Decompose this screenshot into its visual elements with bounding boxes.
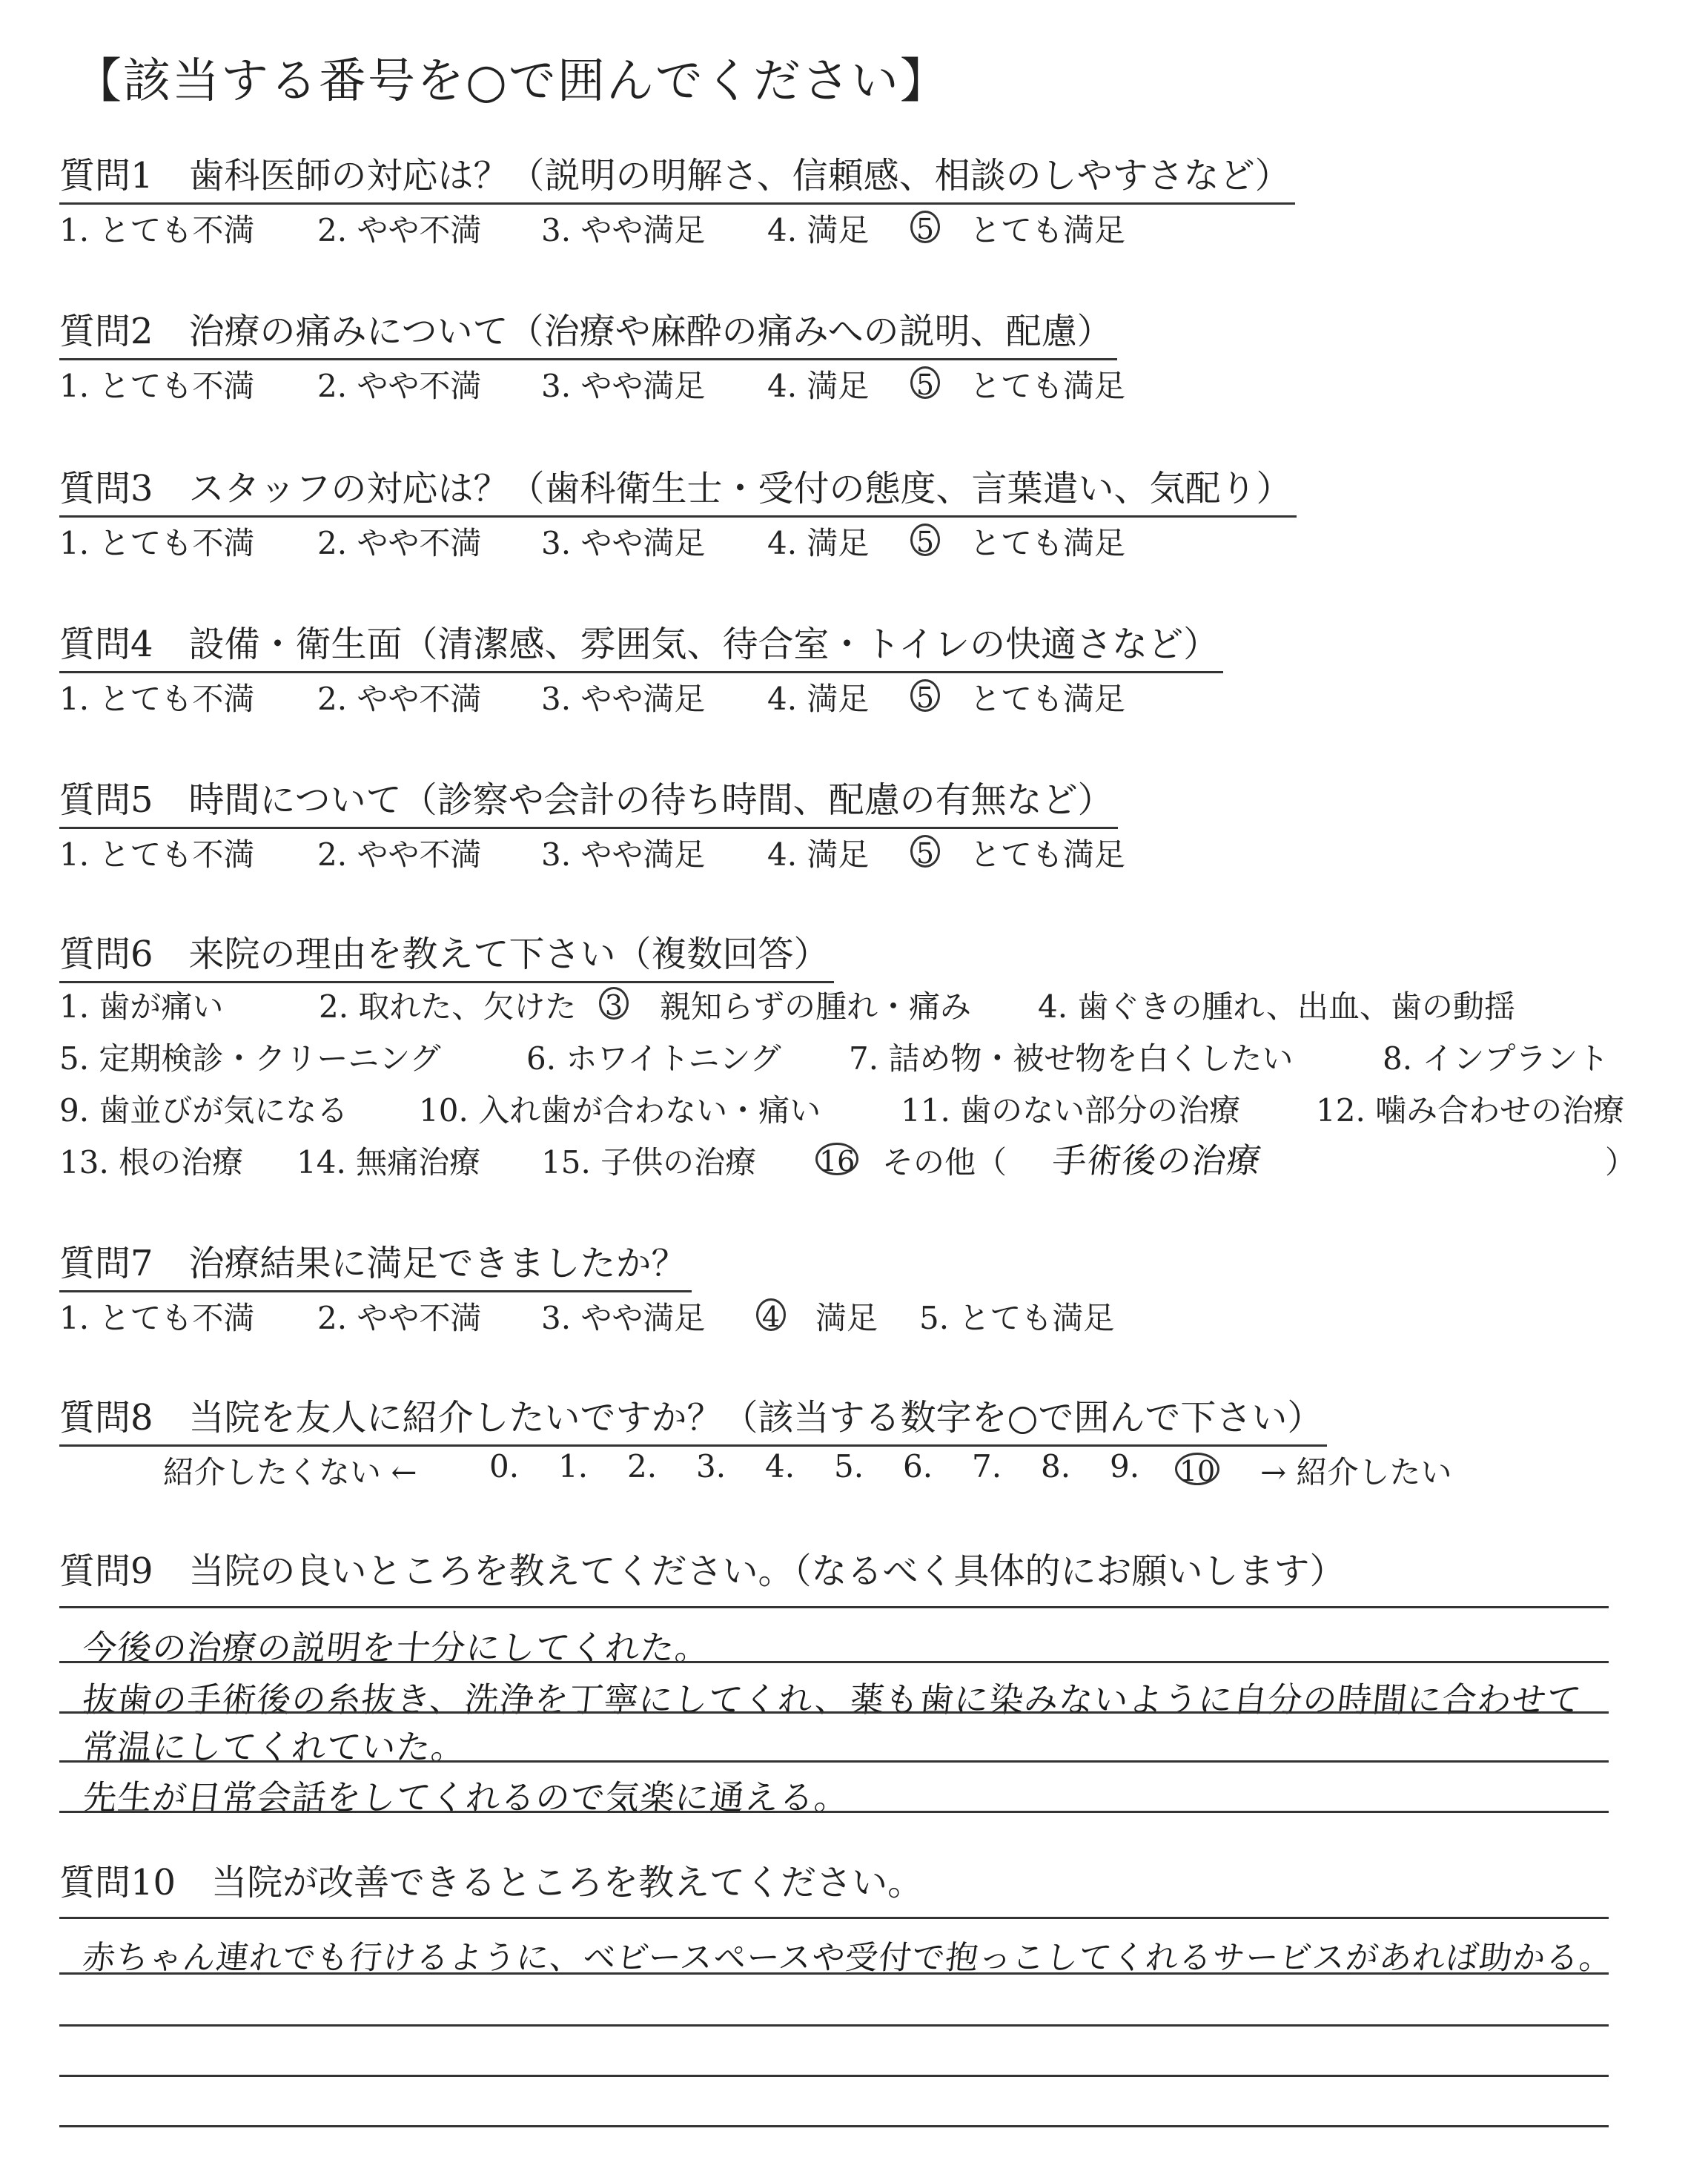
scale-9[interactable]: 9. [1110, 1448, 1140, 1484]
reason-1[interactable]: 1. 歯が痛い [59, 988, 224, 1025]
q10-answer-line-1[interactable]: 赤ちゃん連れでも行けるように、ベビースペースや受付で抱っこしてくれるサービスがあれば助かる。 [80, 1939, 1615, 1977]
selection-circle-icon: 5 [910, 835, 940, 868]
q5-header: 質問5 時間について（診察や会計の待ち時間、配慮の有無など） [59, 771, 1118, 829]
q7-header: 質問7 治療結果に満足できましたか？ [59, 1235, 692, 1292]
reason-13[interactable]: 13. 根の治療 [59, 1144, 244, 1180]
selection-circle-icon: 5 [910, 366, 940, 399]
reason-12[interactable]: 12. 噛み合わせの治療 [1316, 1092, 1625, 1129]
reason-16-circled[interactable] [815, 1138, 858, 1178]
reason-7[interactable]: 7. 詰め物・被せ物を白くしたい [849, 1040, 1294, 1077]
other-reason-handwritten[interactable]: 手術後の治療 [1050, 1140, 1264, 1180]
option-1[interactable]: 1. とても不満 [59, 836, 255, 873]
option-1[interactable]: 1. とても不満 [59, 525, 255, 561]
option-5-circled[interactable] [910, 830, 940, 868]
reason-3-circled[interactable] [599, 982, 629, 1020]
option-5-circled[interactable] [910, 675, 940, 712]
q3-header: 質問3 スタッフの対応は？（歯科衛生士・受付の態度、言葉遣い、気配り） [59, 460, 1297, 518]
reason-6[interactable]: 6. ホワイトニング [526, 1040, 781, 1077]
option-5-label: とても満足 [970, 212, 1126, 248]
option-2[interactable]: 2. やや不満 [317, 212, 482, 248]
reason-3-label: 親知らずの腫れ・痛み [660, 988, 972, 1025]
q9-answer-line-4[interactable]: 先生が日常会話をしてくれるので気楽に通える。 [80, 1777, 852, 1817]
q9-answer-line-1[interactable]: 今後の治療の説明を十分にしてくれた。 [80, 1628, 712, 1668]
option-3[interactable]: 3. やや満足 [541, 836, 706, 873]
q9-answer-line-2[interactable]: 抜歯の手術後の糸抜き、洗浄を丁寧にしてくれ、薬も歯に染みないように自分の時間に合わせて [80, 1680, 1584, 1720]
answer-line [59, 2075, 1609, 2077]
option-4[interactable]: 4. 満足 [767, 212, 870, 248]
scale-5[interactable]: 5. [834, 1448, 864, 1484]
option-3[interactable]: 3. やや満足 [541, 525, 706, 561]
option-5-label: とても満足 [970, 368, 1126, 404]
reason-10[interactable]: 10. 入れ歯が合わない・痛い [419, 1092, 821, 1129]
reason-5[interactable]: 5. 定期検診・クリーニング [59, 1040, 441, 1077]
other-close-paren: ） [1605, 1144, 1637, 1180]
option-2[interactable]: 2. やや不満 [317, 368, 482, 404]
option-5-label: とても満足 [970, 525, 1126, 561]
selection-circle-icon: 16 [815, 1143, 858, 1175]
q2-header: 質問2 治療の痛みについて（治療や麻酔の痛みへの説明、配慮） [59, 303, 1117, 360]
answer-line [59, 2125, 1609, 2127]
q10-header: 質問10 当院が改善できるところを教えてください。 [59, 1862, 924, 1903]
option-3[interactable]: 3. やや満足 [541, 212, 706, 248]
scale-4[interactable]: 4. [765, 1448, 795, 1484]
option-2[interactable]: 2. やや不満 [317, 1300, 482, 1336]
option-4[interactable]: 4. 満足 [767, 681, 870, 717]
q4-header: 質問4 設備・衛生面（清潔感、雰囲気、待合室・トイレの快適さなど） [59, 615, 1223, 673]
scale-6[interactable]: 6. [903, 1448, 933, 1484]
scale-3[interactable]: 3. [696, 1448, 726, 1484]
q9-answer-line-3[interactable]: 常温にしてくれていた。 [80, 1727, 469, 1767]
option-5-circled[interactable] [910, 362, 940, 399]
reason-11[interactable]: 11. 歯のない部分の治療 [901, 1092, 1241, 1129]
answer-line [59, 1661, 1609, 1663]
scale-right-label: → 紹介したい [1260, 1454, 1452, 1490]
option-1[interactable]: 1. とても不満 [59, 1300, 255, 1336]
option-4[interactable]: 4. 満足 [767, 368, 870, 404]
scale-0[interactable]: 0. [489, 1448, 520, 1484]
reason-4[interactable]: 4. 歯ぐきの腫れ、出血、歯の動揺 [1038, 988, 1515, 1025]
option-4[interactable]: 4. 満足 [767, 836, 870, 873]
answer-line [59, 1917, 1609, 1919]
answer-line [59, 1811, 1609, 1813]
answer-line [59, 1760, 1609, 1763]
option-5[interactable]: 5. とても満足 [919, 1300, 1115, 1336]
option-1[interactable]: 1. とても不満 [59, 681, 255, 717]
reason-8[interactable]: 8. インプラント [1383, 1040, 1609, 1077]
option-2[interactable]: 2. やや不満 [317, 836, 482, 873]
option-4[interactable]: 4. 満足 [767, 525, 870, 561]
option-3[interactable]: 3. やや満足 [541, 681, 706, 717]
answer-line [59, 1972, 1609, 1975]
q1-header: 質問1 歯科医師の対応は？（説明の明解さ、信頼感、相談のしやすさなど） [59, 147, 1295, 205]
q8-header: 質問8 当院を友人に紹介したいですか？（該当する数字を○で囲んで下さい） [59, 1389, 1327, 1447]
option-5-label: とても満足 [970, 836, 1126, 873]
option-5-circled[interactable] [910, 206, 940, 243]
selection-circle-icon: 5 [910, 679, 940, 712]
reason-16-label: その他（ [882, 1144, 1007, 1180]
q9-header: 質問9 当院の良いところを教えてください。（なるべく具体的にお願いします） [59, 1550, 1345, 1592]
scale-10-circled[interactable] [1175, 1448, 1219, 1485]
reason-2[interactable]: 2. 取れた、欠けた [319, 988, 577, 1025]
option-2[interactable]: 2. やや不満 [317, 525, 482, 561]
reason-15[interactable]: 15. 子供の治療 [541, 1144, 757, 1180]
q6-header: 質問6 来院の理由を教えて下さい（複数回答） [59, 925, 834, 983]
option-4-circled[interactable] [756, 1294, 786, 1331]
scale-7[interactable]: 7. [972, 1448, 1002, 1484]
scale-2[interactable]: 2. [627, 1448, 658, 1484]
selection-circle-icon: 4 [756, 1298, 786, 1331]
page-title: 【該当する番号を○で囲んでください】 [74, 54, 949, 109]
scale-left-label: 紹介したくない ← [163, 1454, 417, 1490]
selection-circle-icon: 5 [910, 211, 940, 243]
option-3[interactable]: 3. やや満足 [541, 368, 706, 404]
option-1[interactable]: 1. とても不満 [59, 368, 255, 404]
selection-circle-icon: 5 [910, 524, 940, 556]
reason-14[interactable]: 14. 無痛治療 [297, 1144, 481, 1180]
scale-1[interactable]: 1. [558, 1448, 589, 1484]
answer-line [59, 1711, 1609, 1714]
answer-line [59, 2024, 1609, 2027]
option-3[interactable]: 3. やや満足 [541, 1300, 706, 1336]
option-1[interactable]: 1. とても不満 [59, 212, 255, 248]
scale-8[interactable]: 8. [1041, 1448, 1071, 1484]
option-4-label: 満足 [815, 1300, 878, 1336]
selection-circle-icon: 3 [599, 987, 629, 1020]
option-5-circled[interactable] [910, 519, 940, 556]
option-5-label: とても満足 [970, 681, 1126, 717]
option-2[interactable]: 2. やや不満 [317, 681, 482, 717]
answer-line [59, 1606, 1609, 1608]
reason-9[interactable]: 9. 歯並びが気になる [59, 1092, 348, 1129]
selection-circle-icon: 10 [1175, 1453, 1219, 1485]
